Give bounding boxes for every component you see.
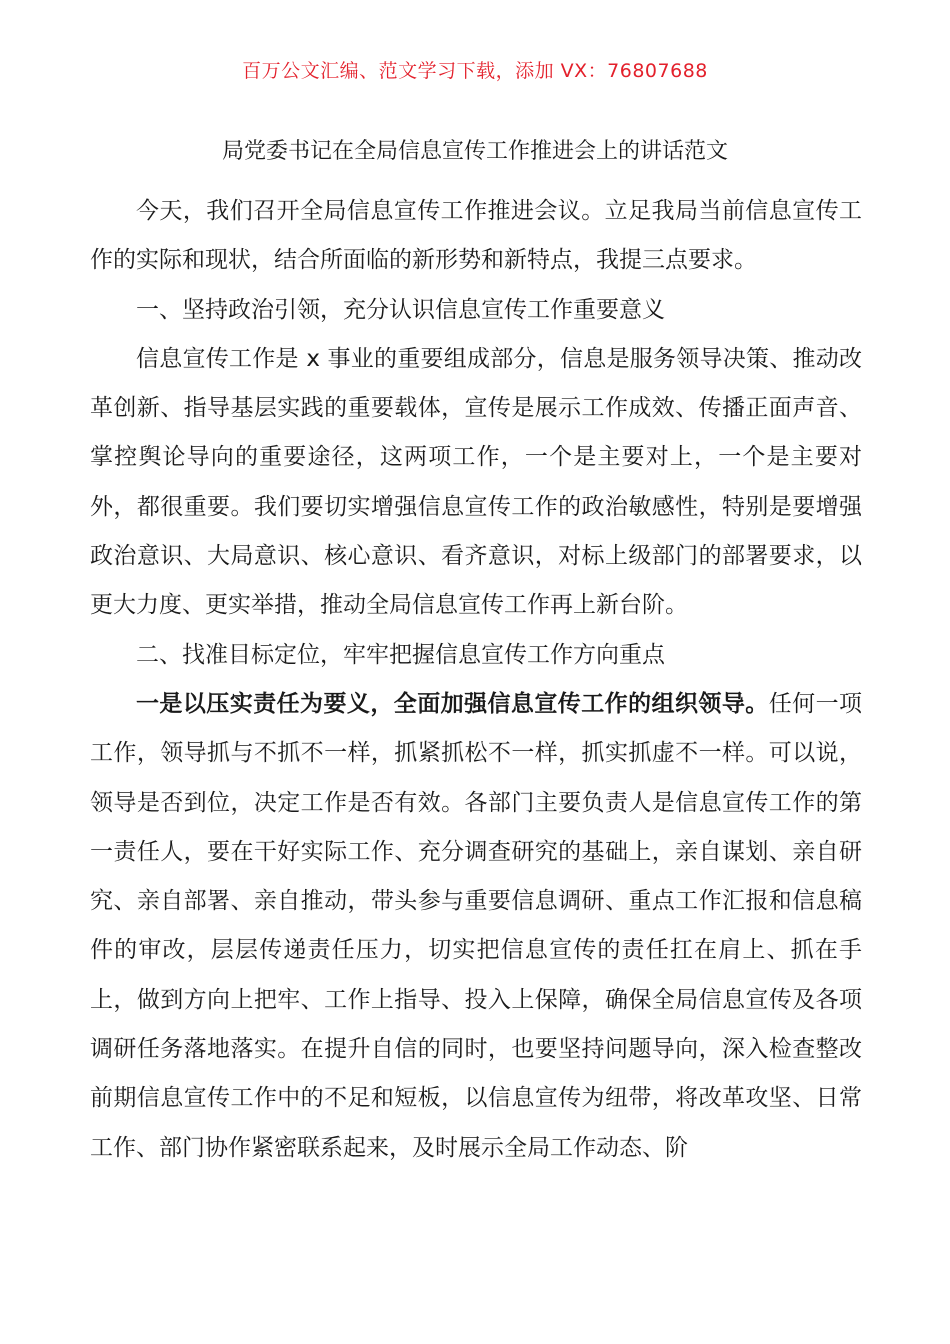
point-1-heading: 一是以压实责任为要义，全面加强信息宣传工作的组织领导。 (136, 690, 769, 717)
document-body (90, 187, 862, 1173)
section-heading-2: 二、找准目标定位，牢牢把握信息宣传工作方向重点 (136, 641, 665, 668)
point-1-text: 任何一项工作，领导抓与不抓不一样，抓紧抓松不一样，抓实抓虚不一样。可以说，领导是否到位，决定工作是否有效。各部门主要负责人是信息宣传工作的第一责任人，要在干好实际工作、充分调查研究的基础上，亲自谋划、亲自研究、亲自部署、亲自推动，带头参与重要信息调研、重点工作汇报和信息稿件的审改，层层传递责任压力，切实把信息宣传的责任扛在肩上、抓在手上，做到方向上把牢、工作上指导、投入上保障，确保全局信息宣传及各项调研任务落地落实。在提升自信的同时，也要坚持问题导向，深入检查整改前期信息宣传工作中的不足和短板，以信息宣传为纽带，将改革攻坚、日常工作、部门协作紧密联系起来，及时展示全局工作动态、阶 (90, 690, 863, 1161)
section-heading-1: 一、坚持政治引领，充分认识信息宣传工作重要意义 (136, 296, 665, 323)
paragraph-section-1: 信息宣传工作是 x 事业的重要组成部分，信息是服务领导决策、推动改革创新、指导基层实践的重要载体，宣传是展示工作成效、传播正面声音、掌控舆论导向的重要途径，这两项工作，一个是主要对上，一个是主要对外，都很重要。我们要切实增强信息宣传工作的政治敏感性，特别是要增强政治意识、大局意识、核心意识、看齐意识，对标上级部门的部署要求，以更大力度、更实举措，推动全局信息宣传工作再上新台阶。 (90, 345, 862, 619)
watermark-header: 百万公文汇编、范文学习下载，添加 VX：76807688 (242, 60, 708, 82)
paragraph-point-1 (90, 680, 862, 1173)
document-title: 局党委书记在全局信息宣传工作推进会上的讲话范文 (221, 139, 728, 164)
paragraph-intro: 今天，我们召开全局信息宣传工作推进会议。立足我局当前信息宣传工作的实际和现状，结合所面临的新形势和新特点，我提三点要求。 (90, 198, 862, 274)
